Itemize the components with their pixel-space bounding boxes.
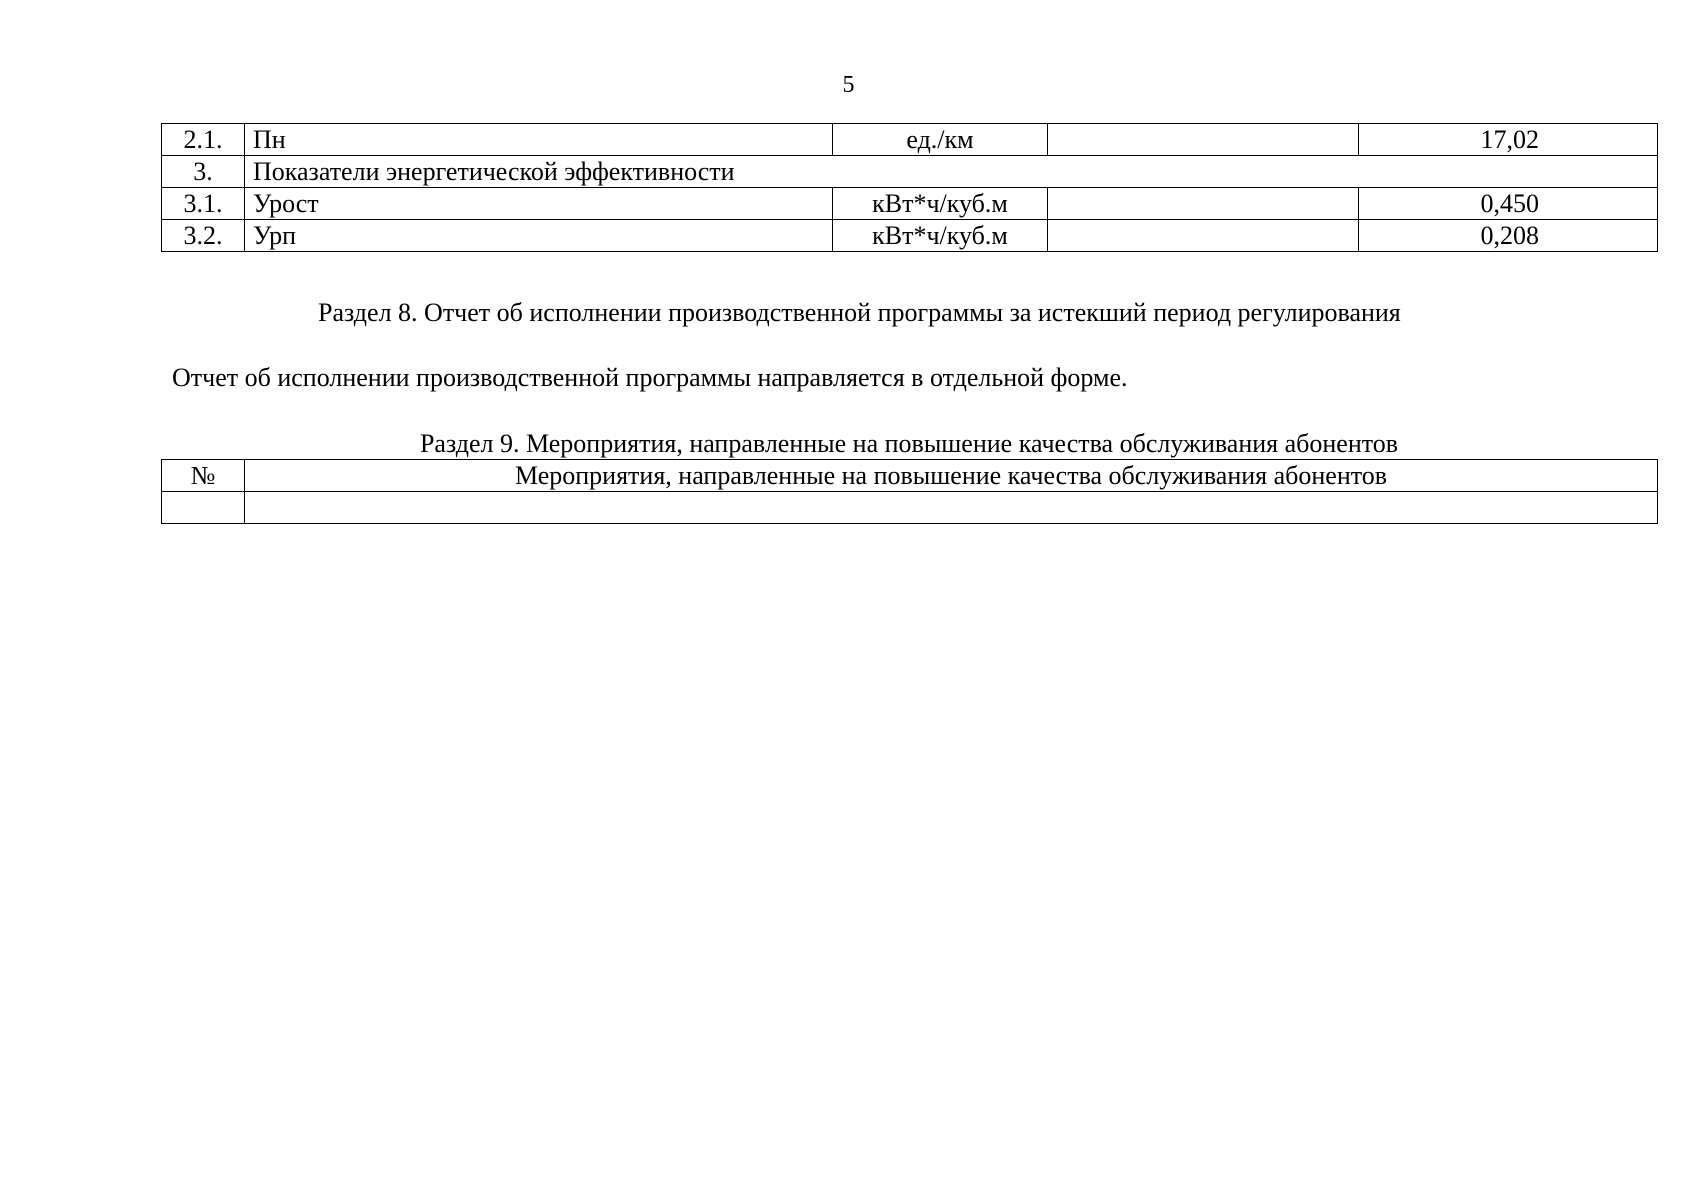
table-header-row [162, 460, 1658, 492]
column-header-measures: Мероприятия, направленные на повышение качества обслуживания абонентов [245, 460, 1658, 492]
indicator-value-b: 17,02 [1359, 124, 1658, 156]
table-row [162, 156, 1658, 188]
table-row [162, 188, 1658, 220]
section8-text: Отчет об исполнении производственной программы направляется в отдельной форме. [172, 363, 1128, 392]
section9-heading: Раздел 9. Мероприятия, направленные на повышение качества обслуживания абонентов [419, 429, 1399, 458]
table-row [162, 492, 1658, 524]
indicators-table [161, 123, 1658, 252]
indicator-unit: кВт*ч/куб.м [833, 188, 1048, 220]
table-row [162, 124, 1658, 156]
indicator-value-a [1048, 188, 1359, 220]
indicator-unit: ед./км [833, 124, 1048, 156]
indicator-name: Урп [245, 220, 833, 252]
indicator-name: Пн [245, 124, 833, 156]
indicator-value-b: 0,208 [1359, 220, 1658, 252]
table-row [162, 220, 1658, 252]
row-number [162, 492, 245, 524]
indicator-value-b: 0,450 [1359, 188, 1658, 220]
indicator-value-a [1048, 220, 1359, 252]
column-header-number: № [162, 460, 245, 492]
measures-table [161, 459, 1658, 524]
indicator-name: Урост [245, 188, 833, 220]
measure-cell [245, 492, 1658, 524]
section8-heading: Раздел 8. Отчет об исполнении производственной программы за истекший период регулирования [318, 298, 1401, 327]
page-number: 5 [842, 72, 855, 98]
row-number: 3. [162, 156, 245, 188]
row-number: 2.1. [162, 124, 245, 156]
indicator-value-a [1048, 124, 1359, 156]
row-number: 3.2. [162, 220, 245, 252]
indicator-unit: кВт*ч/куб.м [833, 220, 1048, 252]
section-title-cell: Показатели энергетической эффективности [245, 156, 1658, 188]
row-number: 3.1. [162, 188, 245, 220]
